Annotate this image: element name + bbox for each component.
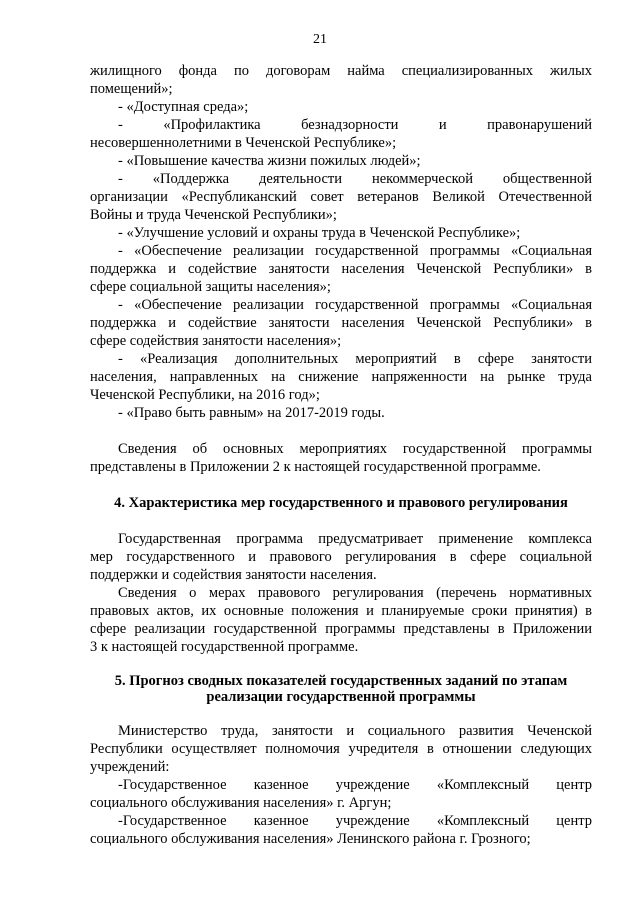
text-line: - «Поддержка деятельности некоммерческой общественной	[118, 171, 592, 187]
text-line: Войны и труда Чеченской Республики»;	[90, 207, 337, 223]
text-line: - «Профилактика безнадзорности и правонарушений	[118, 117, 592, 133]
text-line: - «Реализация дополнительных мероприятий в сфере занятости	[118, 351, 592, 367]
text-line: поддержка и содействие занятости населения Чеченской Республики» в	[90, 315, 592, 331]
text-line: жилищного фонда по договорам найма специализированных жилых	[90, 63, 592, 79]
text-line: социального обслуживания населения» г. Аргун;	[90, 795, 392, 811]
section-heading-line: 5. Прогноз сводных показателей государственных заданий по этапам	[114, 673, 568, 689]
text-line: - «Обеспечение реализации государственной программы «Социальная	[118, 243, 592, 259]
text-line: сфере социальной защиты населения»;	[90, 279, 331, 295]
text-line: Сведения о мерах правового регулирования (перечень нормативных	[118, 585, 592, 601]
text-line: организации «Республиканский совет ветеранов Великой Отечественной	[90, 189, 592, 205]
text-line: - «Обеспечение реализации государственной программы «Социальная	[118, 297, 592, 313]
text-line: несовершеннолетними в Чеченской Республике»;	[90, 135, 397, 151]
text-line: - «Доступная среда»;	[118, 99, 249, 115]
text-line: поддержка и содействие занятости населения Чеченской Республики» в	[90, 261, 592, 277]
text-line: мер государственного и правового регулирования в сфере социальной	[90, 549, 592, 565]
text-line: сфере реализации государственной программы представлены в Приложении	[90, 621, 592, 637]
text-line: Чеченской Республики, на 2016 год»;	[90, 387, 320, 403]
text-line: населения, направленных на снижение напряженности на рынке труда	[90, 369, 592, 385]
text-line: правовых актов, их основные положения и планируемые сроки принятия) в	[90, 603, 592, 619]
text-line: Сведения об основных мероприятиях государственной программы	[118, 441, 592, 457]
text-line: сфере содействия занятости населения»;	[90, 333, 342, 349]
text-line: Государственная программа предусматривает применение комплекса	[118, 531, 592, 547]
text-line: учреждений:	[90, 759, 170, 775]
text-line: -Государственное казенное учреждение «Комплексный центр	[118, 813, 592, 829]
text-line: -Государственное казенное учреждение «Комплексный центр	[118, 777, 592, 793]
text-line: помещений»;	[90, 81, 173, 97]
text-line: социального обслуживания населения» Ленинского района г. Грозного;	[90, 831, 531, 847]
page-number: 21	[313, 32, 327, 47]
text-line: - «Повышение качества жизни пожилых людей»;	[118, 153, 421, 169]
text-line: - «Улучшение условий и охраны труда в Чеченской Республике»;	[118, 225, 521, 241]
text-line: - «Право быть равным» на 2017-2019 годы.	[118, 405, 385, 421]
section-heading-line: 4. Характеристика мер государственного и правового регулирования	[114, 495, 568, 511]
text-line: 3 к настоящей государственной программе.	[90, 639, 359, 655]
text-line: Республики осуществляет полномочия учредителя в отношении следующих	[90, 741, 592, 757]
text-line: Министерство труда, занятости и социального развития Чеченской	[118, 723, 592, 739]
section-heading-line: реализации государственной программы	[206, 689, 476, 705]
text-line: представлены в Приложении 2 к настоящей государственной программе.	[90, 459, 541, 475]
text-line: поддержки и содействия занятости населения.	[90, 567, 377, 583]
